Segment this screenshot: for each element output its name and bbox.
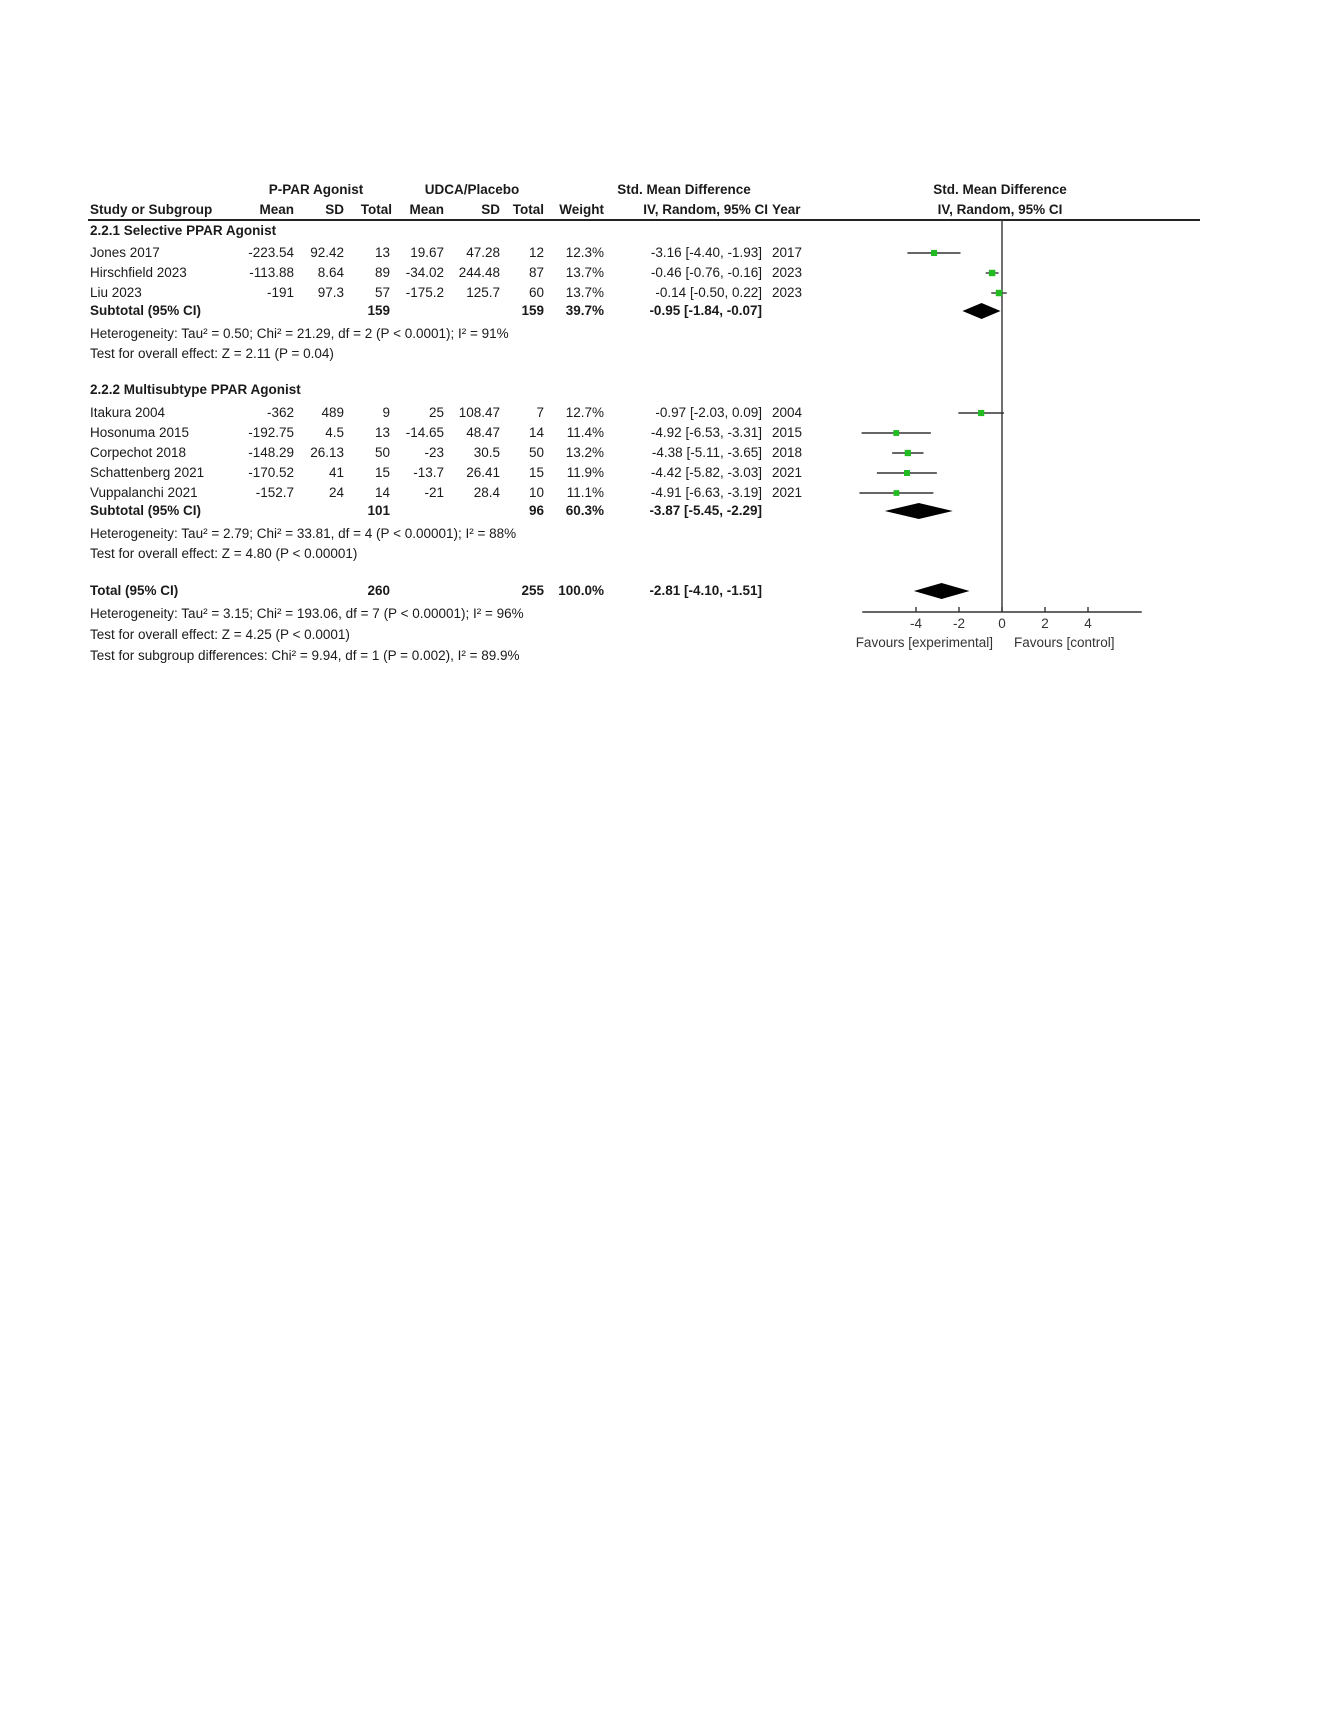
sd2: 125.7: [466, 285, 500, 300]
study-name: Corpechot 2018: [90, 445, 187, 460]
subtotal-total2: 159: [521, 303, 544, 318]
ci-text: -0.97 [-2.03, 0.09]: [655, 405, 762, 420]
mean2: -175.2: [405, 285, 444, 300]
study-point: [931, 250, 937, 256]
total-ci: -2.81 [-4.10, -1.51]: [649, 583, 762, 598]
col-mean2-header: Mean: [409, 202, 444, 217]
sd1: 489: [321, 405, 344, 420]
ci-text: -4.92 [-6.53, -3.31]: [650, 425, 762, 440]
subtotal-ci: -0.95 [-1.84, -0.07]: [649, 303, 762, 318]
forest-plot: [0, 0, 1326, 700]
sd1: 41: [328, 465, 344, 480]
weight: 13.2%: [565, 445, 604, 460]
ci-text: -0.46 [-0.76, -0.16]: [650, 265, 762, 280]
study-name: Vuppalanchi 2021: [90, 485, 198, 500]
subtotal-total2: 96: [528, 503, 544, 518]
weight: 12.3%: [565, 245, 604, 260]
year: 2021: [772, 485, 803, 500]
sd2: 244.48: [458, 265, 500, 280]
weight: 13.7%: [565, 285, 604, 300]
year: 2004: [772, 405, 803, 420]
col-sd2-header: SD: [481, 202, 500, 217]
ci-text: -3.16 [-4.40, -1.93]: [650, 245, 762, 260]
sd2: 108.47: [458, 405, 500, 420]
year: 2015: [772, 425, 803, 440]
total-overall-effect-text: Test for overall effect: Z = 4.25 (P < 0.0001): [90, 627, 350, 642]
mean2: -34.02: [405, 265, 444, 280]
overall-effect-text: Test for overall effect: Z = 2.11 (P = 0.04): [90, 346, 334, 361]
heterogeneity-text: Heterogeneity: Tau² = 2.79; Chi² = 33.81, df = 4 (P < 0.00001); I² = 88%: [90, 526, 517, 541]
mean1: -362: [266, 405, 294, 420]
favours-experimental-label: Favours [experimental]: [855, 635, 993, 650]
x-tick-label: -4: [909, 616, 923, 631]
study-name: Liu 2023: [90, 285, 142, 300]
ci-text: -0.14 [-0.50, 0.22]: [655, 285, 762, 300]
total2: 15: [528, 465, 544, 480]
total1: 13: [374, 425, 390, 440]
sd2: 28.4: [473, 485, 500, 500]
sd1: 26.13: [310, 445, 344, 460]
subtotal-weight: 60.3%: [565, 503, 604, 518]
sd1: 24: [328, 485, 344, 500]
ci-text: -4.42 [-5.82, -3.03]: [650, 465, 762, 480]
overall-effect-text: Test for overall effect: Z = 4.80 (P < 0.00001): [90, 546, 358, 561]
total-weight: 100.0%: [558, 583, 604, 598]
weight: 11.9%: [566, 465, 604, 480]
sd2: 48.47: [466, 425, 500, 440]
study-point: [978, 410, 984, 416]
col-mean1-header: Mean: [259, 202, 294, 217]
year: 2023: [772, 265, 803, 280]
mean1: -192.75: [248, 425, 294, 440]
total2: 14: [528, 425, 544, 440]
total2: 10: [528, 485, 544, 500]
subtotal-total1: 101: [367, 503, 390, 518]
weight: 13.7%: [565, 265, 604, 280]
mean2: -23: [424, 445, 444, 460]
study-point: [989, 270, 995, 276]
year: 2018: [772, 445, 803, 460]
subtotal-total1: 159: [367, 303, 390, 318]
weight: 11.1%: [566, 485, 604, 500]
study-name: Itakura 2004: [90, 405, 166, 420]
total-total2: 255: [521, 583, 544, 598]
x-tick-label: 4: [1084, 616, 1092, 631]
year: 2021: [772, 465, 803, 480]
total1: 50: [374, 445, 390, 460]
study-point: [893, 430, 899, 436]
weight: 11.4%: [566, 425, 604, 440]
subtotal-label: Subtotal (95% CI): [90, 303, 202, 318]
mean1: -148.29: [248, 445, 294, 460]
sd1: 92.42: [310, 245, 344, 260]
study-name: Hosonuma 2015: [90, 425, 190, 440]
ci-text: -4.91 [-6.63, -3.19]: [650, 485, 762, 500]
total1: 9: [382, 405, 390, 420]
mean1: -191: [266, 285, 294, 300]
sd1: 4.5: [325, 425, 344, 440]
group-title: 2.2.2 Multisubtype PPAR Agonist: [90, 382, 301, 397]
subtotal-label: Subtotal (95% CI): [90, 503, 202, 518]
favours-control-label: Favours [control]: [1014, 635, 1115, 650]
sd1: 97.3: [317, 285, 344, 300]
study-point: [996, 290, 1002, 296]
subtotal-ci: -3.87 [-5.45, -2.29]: [649, 503, 762, 518]
total1: 89: [374, 265, 390, 280]
study-point: [894, 490, 900, 496]
total1: 15: [374, 465, 390, 480]
study-point: [904, 470, 910, 476]
total-total1: 260: [367, 583, 390, 598]
total1: 13: [374, 245, 390, 260]
col-total2-header: Total: [512, 202, 544, 217]
mean2: 19.67: [410, 245, 444, 260]
total1: 14: [374, 485, 390, 500]
year: 2017: [772, 245, 803, 260]
total2: 60: [528, 285, 544, 300]
study-name: Hirschfield 2023: [90, 265, 187, 280]
col-method-header: IV, Random, 95% CI: [643, 202, 768, 217]
ci-text: -4.38 [-5.11, -3.65]: [651, 445, 762, 460]
year: 2023: [772, 285, 803, 300]
mean1: -113.88: [249, 265, 294, 280]
col-total1-header: Total: [360, 202, 392, 217]
col-sd1-header: SD: [325, 202, 344, 217]
total2: 12: [528, 245, 544, 260]
plot-method-header: IV, Random, 95% CI: [937, 202, 1063, 217]
mean1: -223.54: [248, 245, 294, 260]
mean1: -152.7: [255, 485, 294, 500]
study-point: [905, 450, 911, 456]
total1: 57: [374, 285, 390, 300]
study-name: Schattenberg 2021: [90, 465, 205, 480]
total2: 50: [528, 445, 544, 460]
weight: 12.7%: [565, 405, 604, 420]
mean2: -13.7: [413, 465, 444, 480]
effect-header: Std. Mean Difference: [617, 182, 751, 197]
plot-header: Std. Mean Difference: [933, 182, 1067, 197]
pooled-diamond: [885, 503, 953, 519]
total2: 7: [536, 405, 544, 420]
col-weight-header: Weight: [559, 202, 604, 217]
total-label: Total (95% CI): [90, 583, 179, 598]
x-tick-label: 0: [998, 616, 1006, 631]
group2-header: UDCA/Placebo: [424, 182, 520, 197]
sd1: 8.64: [317, 265, 344, 280]
heterogeneity-text: Heterogeneity: Tau² = 0.50; Chi² = 21.29, df = 2 (P < 0.0001); I² = 91%: [90, 326, 509, 341]
pooled-diamond: [962, 303, 1000, 319]
total2: 87: [528, 265, 544, 280]
pooled-diamond: [914, 583, 970, 599]
x-tick-label: -2: [952, 616, 966, 631]
study-name: Jones 2017: [90, 245, 160, 260]
mean2: -21: [424, 485, 444, 500]
group-title: 2.2.1 Selective PPAR Agonist: [90, 223, 277, 238]
mean2: -14.65: [405, 425, 444, 440]
mean1: -170.52: [248, 465, 294, 480]
x-tick-label: 2: [1041, 616, 1049, 631]
col-year-header: Year: [772, 202, 801, 217]
mean2: 25: [428, 405, 444, 420]
sd2: 26.41: [466, 465, 500, 480]
col-study-header: Study or Subgroup: [90, 202, 213, 217]
total-heterogeneity-text: Heterogeneity: Tau² = 3.15; Chi² = 193.06, df = 7 (P < 0.00001); I² = 96%: [90, 606, 524, 621]
subgroup-differences-text: Test for subgroup differences: Chi² = 9.94, df = 1 (P = 0.002), I² = 89.9%: [90, 648, 520, 663]
group1-header: P-PAR Agonist: [268, 182, 364, 197]
sd2: 47.28: [466, 245, 500, 260]
subtotal-weight: 39.7%: [565, 303, 604, 318]
sd2: 30.5: [473, 445, 500, 460]
